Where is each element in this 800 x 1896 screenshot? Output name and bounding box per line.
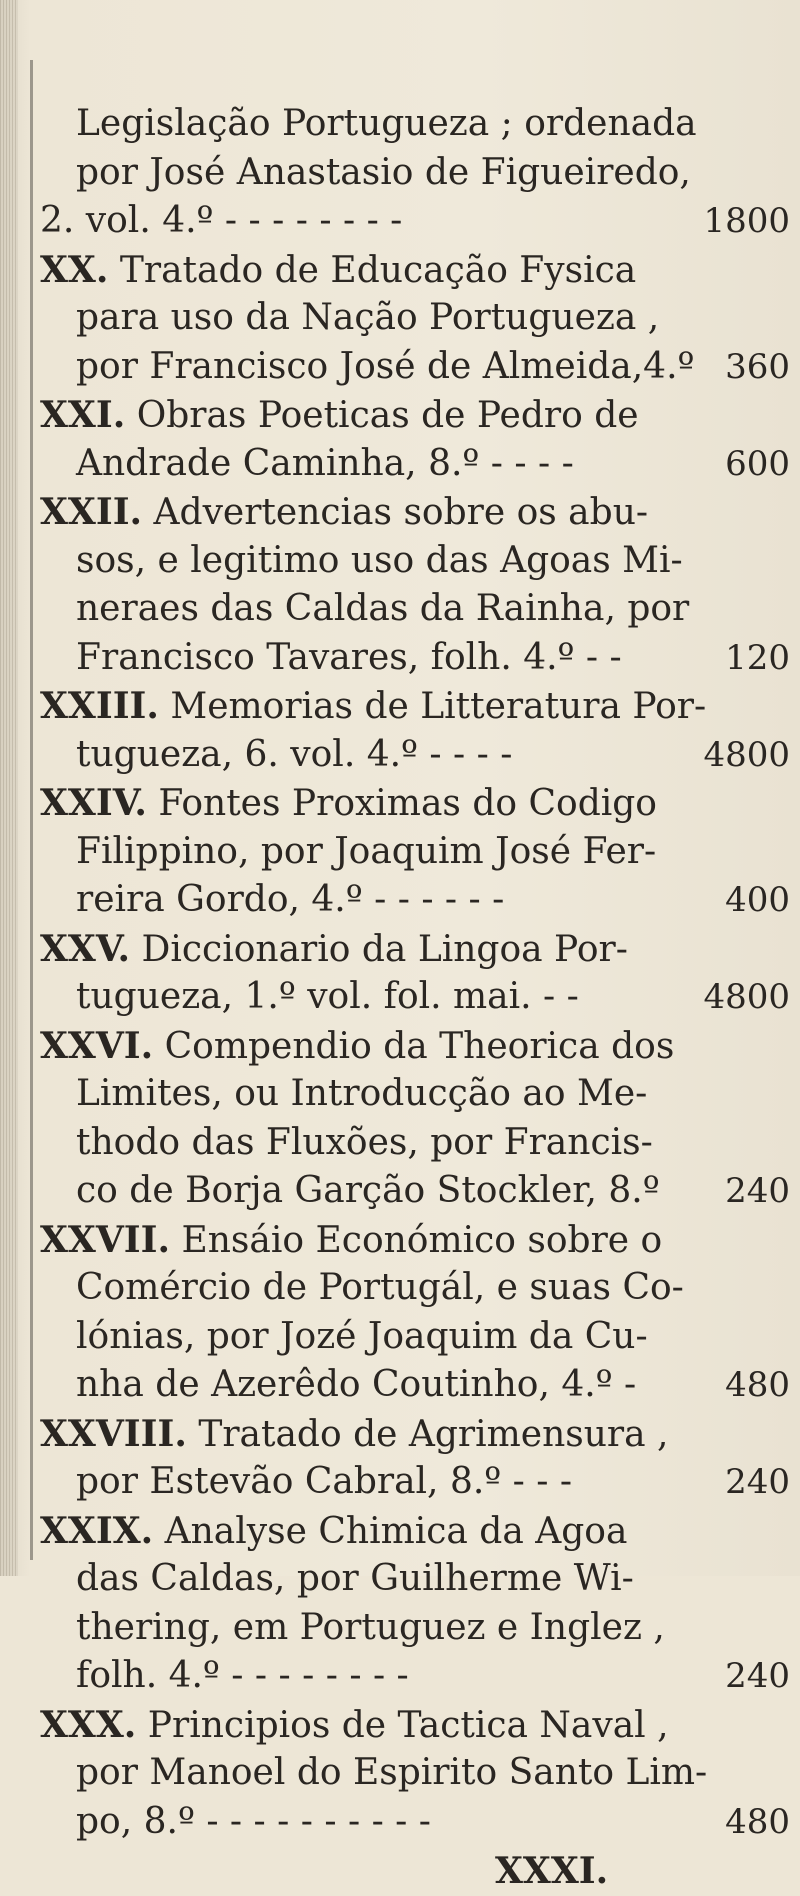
entry-number: XXIX.: [40, 1509, 154, 1552]
entry-text: po, 8.º - - - - - - - - - -: [76, 1800, 431, 1842]
entry-text: por Manoel do Espirito Santo Lim-: [76, 1752, 708, 1793]
entry-line: [40, 973, 790, 1022]
catalogue-entry: [40, 779, 790, 925]
entry-number: XXI.: [40, 394, 126, 436]
entry-line: [40, 343, 790, 392]
entry-line: [40, 828, 790, 877]
entry-line: [40, 585, 790, 634]
entry-text: co de Borja Garção Stockler, 8.º: [76, 1170, 660, 1211]
entry-line: [40, 1167, 790, 1216]
catalogue-entry: [40, 1701, 790, 1847]
entry-text: folh. 4.º - - - - - - - -: [76, 1655, 409, 1696]
catchword-line: [40, 1846, 790, 1896]
entry-line: [40, 1216, 790, 1265]
entry-line: [40, 731, 790, 780]
entry-line: [40, 1701, 790, 1750]
entry-line: [40, 779, 790, 828]
entry-text: sos, e legitimo uso das Agoas Mi-: [76, 539, 683, 581]
entry-price: 1800: [703, 201, 790, 241]
catalogue-entry: [40, 1216, 790, 1410]
entry-price: 400: [725, 880, 790, 920]
entry-text: Filippino, por Joaquim José Fer-: [76, 830, 657, 872]
entry-line: [40, 1798, 790, 1847]
entry-line: [40, 634, 790, 683]
entry-line: [40, 294, 790, 343]
catalogue-entry: [40, 100, 790, 246]
entry-line: [40, 440, 790, 489]
entry-line: [40, 925, 790, 974]
entry-price: 480: [725, 1365, 790, 1405]
catalogue-entry: [40, 1507, 790, 1701]
entry-line: [40, 149, 790, 198]
entry-text: Legislação Portugueza ; ordenada: [76, 103, 697, 144]
entry-text: Andrade Caminha, 8.º - - - -: [76, 442, 574, 484]
entry-text: Compendio da Theorica dos: [164, 1025, 675, 1067]
catalogue-entry: [40, 925, 790, 1022]
entry-text: Tratado de Educação Fysica: [119, 249, 637, 291]
entry-price: 120: [725, 637, 790, 678]
catalogue-entry: [40, 1410, 790, 1507]
entry-price: 240: [725, 1462, 790, 1502]
catchword: XXXI.: [495, 1850, 609, 1892]
entry-text: Comércio de Portugál, e suas Co-: [76, 1267, 684, 1308]
entry-line: [40, 1022, 790, 1071]
entry-line: [40, 876, 790, 925]
entry-line: [40, 1604, 790, 1653]
entry-line: [40, 1119, 790, 1168]
entry-text: Diccionario da Lingoa Por-: [141, 928, 628, 970]
entry-text: Francisco Tavares, folh. 4.º - -: [76, 636, 622, 678]
entry-text: neraes das Caldas da Rainha, por: [76, 588, 690, 629]
entry-text: Tratado de Agrimensura ,: [198, 1413, 669, 1455]
page-gutter: [0, 0, 18, 1576]
entry-text: por Estevão Cabral, 8.º - - -: [76, 1461, 573, 1502]
entry-line: [40, 391, 790, 440]
entry-line: [40, 1410, 790, 1459]
entry-text: Advertencias sobre os abu-: [153, 492, 649, 533]
catalogue-entries: [40, 100, 790, 1896]
entry-text: Memorias de Litteratura Por-: [170, 686, 707, 727]
entry-line: [40, 1555, 790, 1604]
entry-line: [40, 1652, 790, 1701]
entry-line: [40, 246, 790, 295]
entry-text: reira Gordo, 4.º - - - - - -: [76, 879, 505, 920]
entry-text: Principios de Tactica Naval ,: [147, 1704, 669, 1746]
entry-line: [40, 1313, 790, 1362]
catalogue-entry: [40, 682, 790, 779]
entry-line: [40, 100, 790, 149]
catalogue-entry: [40, 488, 790, 682]
entry-price: 4800: [703, 977, 790, 1017]
entry-number: XXV.: [40, 927, 131, 970]
entry-number: XXIV.: [40, 782, 147, 824]
entry-number: XXVIII.: [40, 1412, 187, 1455]
entry-line: [40, 537, 790, 586]
entry-price: 240: [725, 1171, 790, 1211]
entry-text: thodo das Fluxões, por Francis-: [76, 1121, 653, 1163]
entry-text: por Francisco José de Almeida,4.º: [76, 345, 695, 387]
entry-text: Limites, ou Introducção ao Me-: [76, 1073, 648, 1114]
entry-number: XXII.: [40, 491, 143, 533]
entry-text: Obras Poeticas de Pedro de: [136, 395, 639, 436]
entry-line: [40, 1361, 790, 1410]
entry-text: lónias, por Jozé Joaquim da Cu-: [76, 1315, 648, 1357]
left-margin-rule: [30, 60, 33, 1560]
entry-text: nha de Azerêdo Coutinho, 4.º -: [76, 1364, 637, 1405]
catalogue-entry: [40, 391, 790, 488]
entry-price: 480: [725, 1801, 790, 1842]
entry-price: 4800: [703, 734, 790, 775]
entry-price: 360: [725, 346, 790, 387]
entry-line: [40, 1070, 790, 1119]
entry-line: [40, 488, 790, 537]
entry-text: thering, em Portuguez e Inglez ,: [76, 1606, 665, 1648]
entry-text: Analyse Chimica da Agoa: [164, 1510, 628, 1552]
entry-text: por José Anastasio de Figueiredo,: [76, 151, 691, 193]
entry-price: 600: [725, 443, 790, 484]
entry-line: [40, 1264, 790, 1313]
entry-price: 240: [725, 1656, 790, 1696]
entry-line: [40, 1507, 790, 1556]
entry-number: XX.: [40, 248, 109, 291]
catalogue-entry: [40, 1022, 790, 1216]
entry-text: tugueza, 1.º vol. fol. mai. - -: [76, 976, 579, 1017]
entry-number: XXIII.: [40, 685, 159, 727]
entry-text: Ensáio Económico sobre o: [181, 1219, 663, 1261]
entry-number: XXVII.: [40, 1218, 171, 1261]
entry-text: das Caldas, por Guilherme Wi-: [76, 1558, 634, 1599]
entry-text: 2. vol. 4.º - - - - - - - -: [40, 200, 403, 241]
entry-number: XXX.: [40, 1703, 137, 1746]
entry-text: tugueza, 6. vol. 4.º - - - -: [76, 733, 513, 775]
entry-number: XXVI.: [40, 1024, 154, 1067]
entry-line: [40, 1458, 790, 1507]
entry-line: [40, 1749, 790, 1798]
entry-line: [40, 682, 790, 731]
catalogue-entry: [40, 246, 790, 392]
entry-text: para uso da Nação Portugueza ,: [76, 297, 660, 338]
entry-text: Fontes Proximas do Codigo: [158, 783, 657, 824]
entry-line: [40, 197, 790, 246]
